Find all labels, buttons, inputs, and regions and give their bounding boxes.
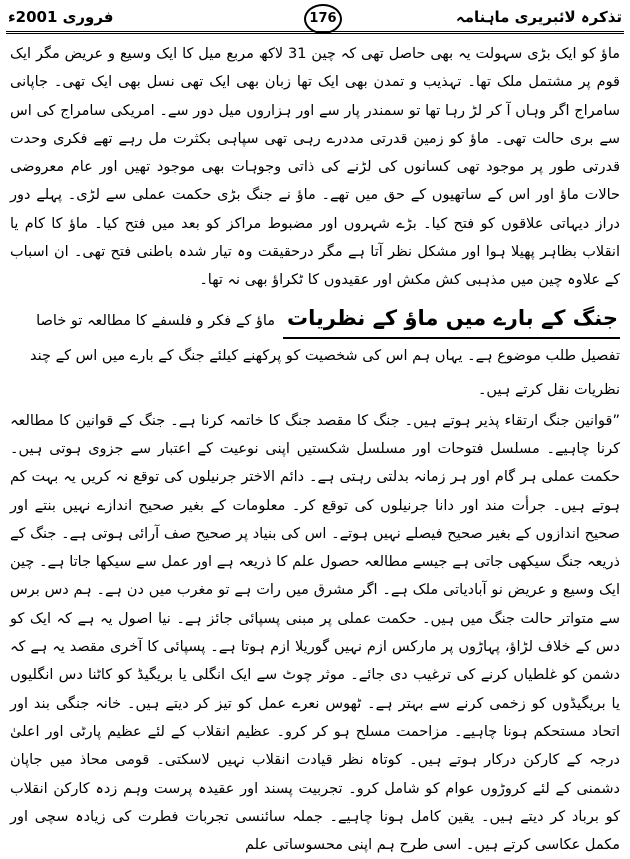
article-body [10, 40, 620, 859]
header-divider [6, 31, 624, 34]
issue-date: فروری 2001ء [8, 8, 114, 26]
paragraph-theories: ”قوانین جنگ ارتقاء پذیر ہوتے ہیں۔ جنگ کا مقصد جنگ کا خاتمہ کرنا ہے۔ جنگ کے قوانین کا مطالعہ کرنا چاہیے۔ مسلسل فتوحات اور مسلسل شکستیں اپنی نوعیت کے اعتبار سے جزوی ہوتی ہیں۔ حکمت عملی ہر گام اور ہر زمانہ بدلتی رہتی ہے۔ دائم الاختر جرنیلوں کی توقع نہ کریں یہ بہت کم ہوتے ہیں۔ جرأت مند اور دانا جرنیلوں کی توقع کر۔ معلومات کے بغیر صحیح اندازے نہیں بنتے اور صحیح اندازوں کے بغیر صحیح فیصلے نہیں ہوتے۔ اس کی بنیاد پر صحیح صف آرائی ہوتی ہے۔ جنگ کے ذریعہ جنگ سیکھی جاتی ہے جیسے مطالعہ حصول علم کا ذریعہ ہے اور عمل سے سیکھا جاتا ہے۔ چین ایک وسیع و عریض نو آبادیاتی ملک ہے۔ اگر مشرق میں رات ہے تو مغرب میں دن ہے۔ ہم دس برس سے متواتر حالت جنگ میں ہیں۔ حکمت عملی پر مبنی پسپائی جائز ہے۔ نیا اصول یہ ہے کہ ایک کو دس کے خلاف لڑاؤ، پہاڑوں پر مارکس ازم نہیں گوریلا ازم ہوتا ہے۔ پسپائی کا آخری مقصد یہ ہے کہ دشمن کو غلطیاں کرنے کی ترغیب دی جائے۔ موثر چوٹ سے ایک انگلی یا بریگیڈ کو کاٹنا دس انگلیوں یا بریگیڈوں کو زخمی کرنے سے بہتر ہے۔ ٹھوس نعرے عمل کو تیز کر دیتے ہیں۔ خانہ جنگی بند اور اتحاد مستحکم ہونا چاہیے۔ مزاحمت مسلح ہو کر کرو۔ عظیم انقلاب کے لئے عظیم پارٹی اور اعلیٰ درجہ کے کارکن درکار ہوتے ہیں۔ کوتاہ نظر قیادت انقلاب نہیں لاسکتی۔ قومی محاذ میں جاپان دشمنی کے لئے کروڑوں عوام کو شامل کرو۔ تجربیت پسند اور عقیدہ پرست وہم زدہ کارکن انقلاب کو برباد کر دیتے ہیں۔ یقین کامل ہونا چاہیے۔ جملہ سائنسی تجربات فطرت کی زیادہ سچی اور مکمل عکاسی کرتے ہیں۔ اسی طرح ہم اپنی محسوساتی علم [10, 412, 620, 854]
section-lead: ماؤ کے فکر و فلسفے کا مطالعہ تو خاصا تفصیل طلب موضوع ہے۔ یہاں ہم اس کی شخصیت کو پرکھنے کیلئے جنگ کے بارے میں اس کے چند نظریات نقل کرتے ہیں۔ [30, 312, 620, 398]
section-heading-line [10, 301, 620, 407]
page-header [6, 4, 624, 34]
magazine-title: تذکرہ لائبریری ماہنامہ [455, 8, 622, 26]
section-heading: جنگ کے بارے میں ماؤ کے نظریات [283, 301, 620, 339]
paragraph-intro: ماؤ کو ایک بڑی سہولت یہ بھی حاصل تھی کہ چین 31 لاکھ مربع میل کا ایک وسیع و عریض مگر ایک قوم پر مشتمل ملک تھا۔ تہذیب و تمدن بھی ایک تھا زبان بھی ایک تھی نسل بھی ایک تھی۔ جاپانی سامراج اگر وہاں آ کر لڑ رہا تھا تو سمندر پار سے اور ہزاروں میل دور سے۔ امریکی سامراج کی اس سے بری حالت تھی۔ ماؤ کو زمین قدرتی مددرے رہی تھی سپاہی بکثرت مل رہے تھے فکری وحدت قدرتی طور پر موجود تھی کسانوں کی لڑنے کی ذاتی وجوہات بھی موجود تھیں اور عام معروضی حالات ماؤ اور اس کے ساتھیوں کے حق میں تھے۔ ماؤ نے جنگ بڑی حکمت عملی سے لڑی۔ پہلے دور دراز دیہاتی علاقوں کو فتح کیا۔ بڑے شہروں اور مضبوط مراکز کو بعد میں فتح کیا۔ ماؤ کا کام یا انقلاب بظاہر پھیلا ہوا اور مشکل نظر آتا ہے مگر درحقیقت وہ تیار شدہ باطنی فتح تھی۔ ان اسباب کے علاوہ چین میں مذہبی کش مکش اور عقیدوں کا ٹکراؤ بھی نہ تھا۔ [10, 46, 620, 289]
page-number: 176 [304, 4, 342, 34]
